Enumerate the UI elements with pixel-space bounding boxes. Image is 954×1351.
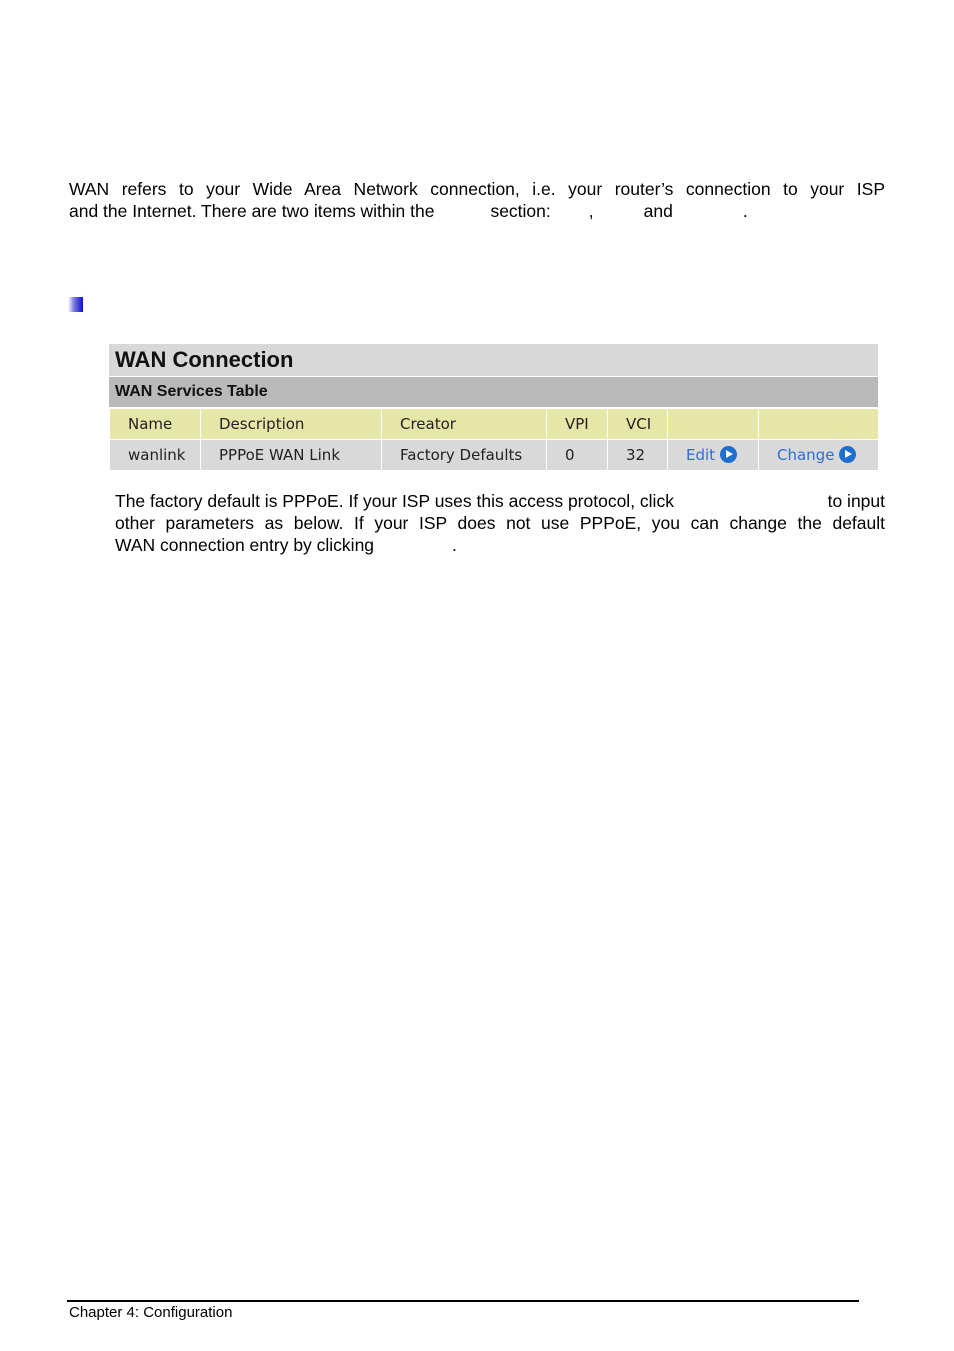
intro-line-1: WAN refers to your Wide Area Network connection, i.e. your router’s connection to your ISP [69,179,885,199]
section-bullet-icon [68,297,83,312]
body-text-b: to input [827,491,885,511]
intro-text-c: , [588,201,594,221]
arrow-right-circle-icon [839,446,856,463]
footer-chapter-label: Chapter 4: Configuration [69,1304,233,1321]
cell-name: wanlink [110,440,201,471]
edit-link[interactable] [686,446,737,464]
column-header-edit [668,409,759,440]
column-header-vpi: VPI [547,409,608,440]
change-link-label: Change [777,446,835,464]
column-header-creator: Creator [382,409,547,440]
body-text-c: WAN connection entry by clicking [115,535,375,555]
edit-cell [668,440,759,471]
cell-creator: Factory Defaults [382,440,547,471]
intro-line-2 [69,200,885,222]
wan-connection-panel [109,344,878,471]
edit-link-label: Edit [686,446,716,464]
body-line-3 [115,534,885,556]
column-header-change [759,409,879,440]
intro-text-b: section: [490,201,551,221]
cell-vpi: 0 [547,440,608,471]
table-row [110,440,879,471]
body-line-1 [115,490,885,512]
table-header-row [110,409,879,440]
body-text-a: The factory default is PPPoE. If your ISP uses this access protocol, click [115,491,674,511]
panel-title: WAN Connection [109,344,878,377]
cell-description: PPPoE WAN Link [201,440,382,471]
cell-vci: 32 [608,440,668,471]
body-line-2: other parameters as below. If your ISP does not use PPPoE, you can change the default [115,513,885,533]
column-header-description: Description [201,409,382,440]
arrow-right-circle-icon [720,446,737,463]
column-header-vci: VCI [608,409,668,440]
intro-text-e: . [742,201,748,221]
footer-divider [67,1300,859,1302]
intro-text-d: and [643,201,673,221]
wan-services-table [109,408,879,471]
change-link[interactable] [777,446,856,464]
intro-text-a: and the Internet. There are two items within the [69,201,435,221]
body-paragraph [115,490,885,556]
intro-paragraph [69,178,885,222]
panel-subtitle: WAN Services Table [109,377,878,408]
column-header-name: Name [110,409,201,440]
body-text-d: . [452,535,457,555]
change-cell [759,440,879,471]
